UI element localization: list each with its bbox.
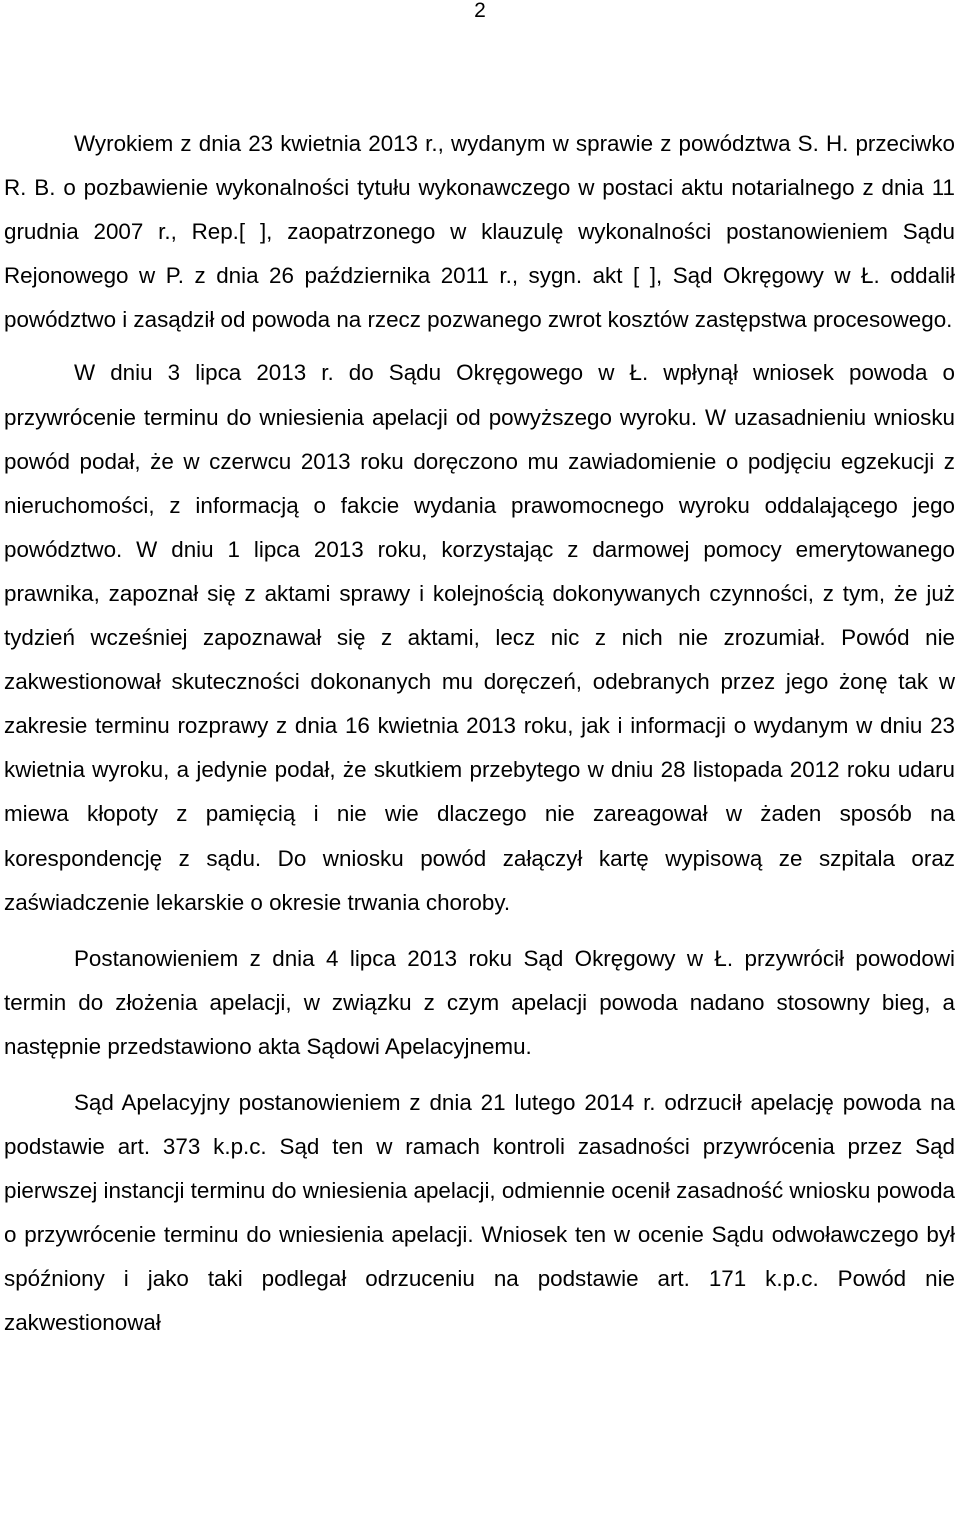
paragraph-appeal-court: Sąd Apelacyjny postanowieniem z dnia 21 lutego 2014 r. odrzucił apelację powoda na podstawie art. 373 k.p.c. Sąd ten w ramach kontroli zasadności przywrócenia przez Sąd pierwszej instancji terminu do wniesienia apelacji, odmiennie ocenił zasadność wniosku powoda o przywrócenie terminu do wniesienia apelacji. Wniosek ten w ocenie Sądu odwoławczego był spóźniony i jako taki podlegał odrzuceniu na podstawie art. 171 k.p.c. Powód nie zakwestionował (4, 1089, 955, 1336)
paragraph-order: Postanowieniem z dnia 4 lipca 2013 roku Sąd Okręgowy w Ł. przywrócił powodowi termin do złożenia apelacji, w związku z czym apelacji powoda nadano stosowny bieg, a następnie przedstawiono akta Sądowi Apelacyjnemu. (4, 945, 955, 1059)
paragraph-judgment: Wyrokiem z dnia 23 kwietnia 2013 r., wydanym w sprawie z powództwa S. H. przeciwko R. B. o pozbawienie wykonalności tytułu wykonawczego w postaci aktu notarialnego z dnia 11 grudnia 2007 r., Rep.[ ], zaopatrzonego w klauzulę wykonalności postanowieniem Sądu Rejonowego w P. z dnia 26 października 2011 r., sygn. akt [ ], Sąd Okręgowy w Ł. oddalił powództwo i zasądził od powoda na rzecz pozwanego zwrot kosztów zastępstwa procesowego. (4, 131, 955, 333)
page-number: 2 (474, 0, 486, 22)
paragraph-motion: W dniu 3 lipca 2013 r. do Sądu Okręgowego w Ł. wpłynął wniosek powoda o przywrócenie terminu do wniesienia apelacji od powyższego wyroku. W uzasadnieniu wniosku powód podał, że w czerwcu 2013 roku doręczono mu zawiadomienie o podjęciu egzekucji z nieruchomości, z informacją o fakcie wydania prawomocnego wyroku oddalającego jego powództwo. W dniu 1 lipca 2013 roku, korzystając z darmowej pomocy emerytowanego prawnika, zapoznał się z aktami sprawy i kolejnością dokonywanych czynności, z tym, że już tydzień wcześniej zapoznawał się z aktami, lecz nic z nich nie zrozumiał. Powód nie zakwestionował skuteczności dokonanych mu doręczeń, odebranych przez jego żonę tak w zakresie terminu rozprawy z dnia 16 kwietnia 2013 roku, jak i informacji o wydanym w dniu 23 kwietnia wyroku, a jedynie podał, że skutkiem przebytego w dniu 28 listopada 2012 roku udaru miewa kłopoty z pamięcią i nie wie dlaczego nie zareagował w żaden sposób na korespondencję z sądu. Do wniosku powód załączył kartę wypisową ze szpitala oraz zaświadczenie lekarskie o okresie trwania choroby. (4, 360, 955, 915)
document-body (4, 122, 955, 1346)
